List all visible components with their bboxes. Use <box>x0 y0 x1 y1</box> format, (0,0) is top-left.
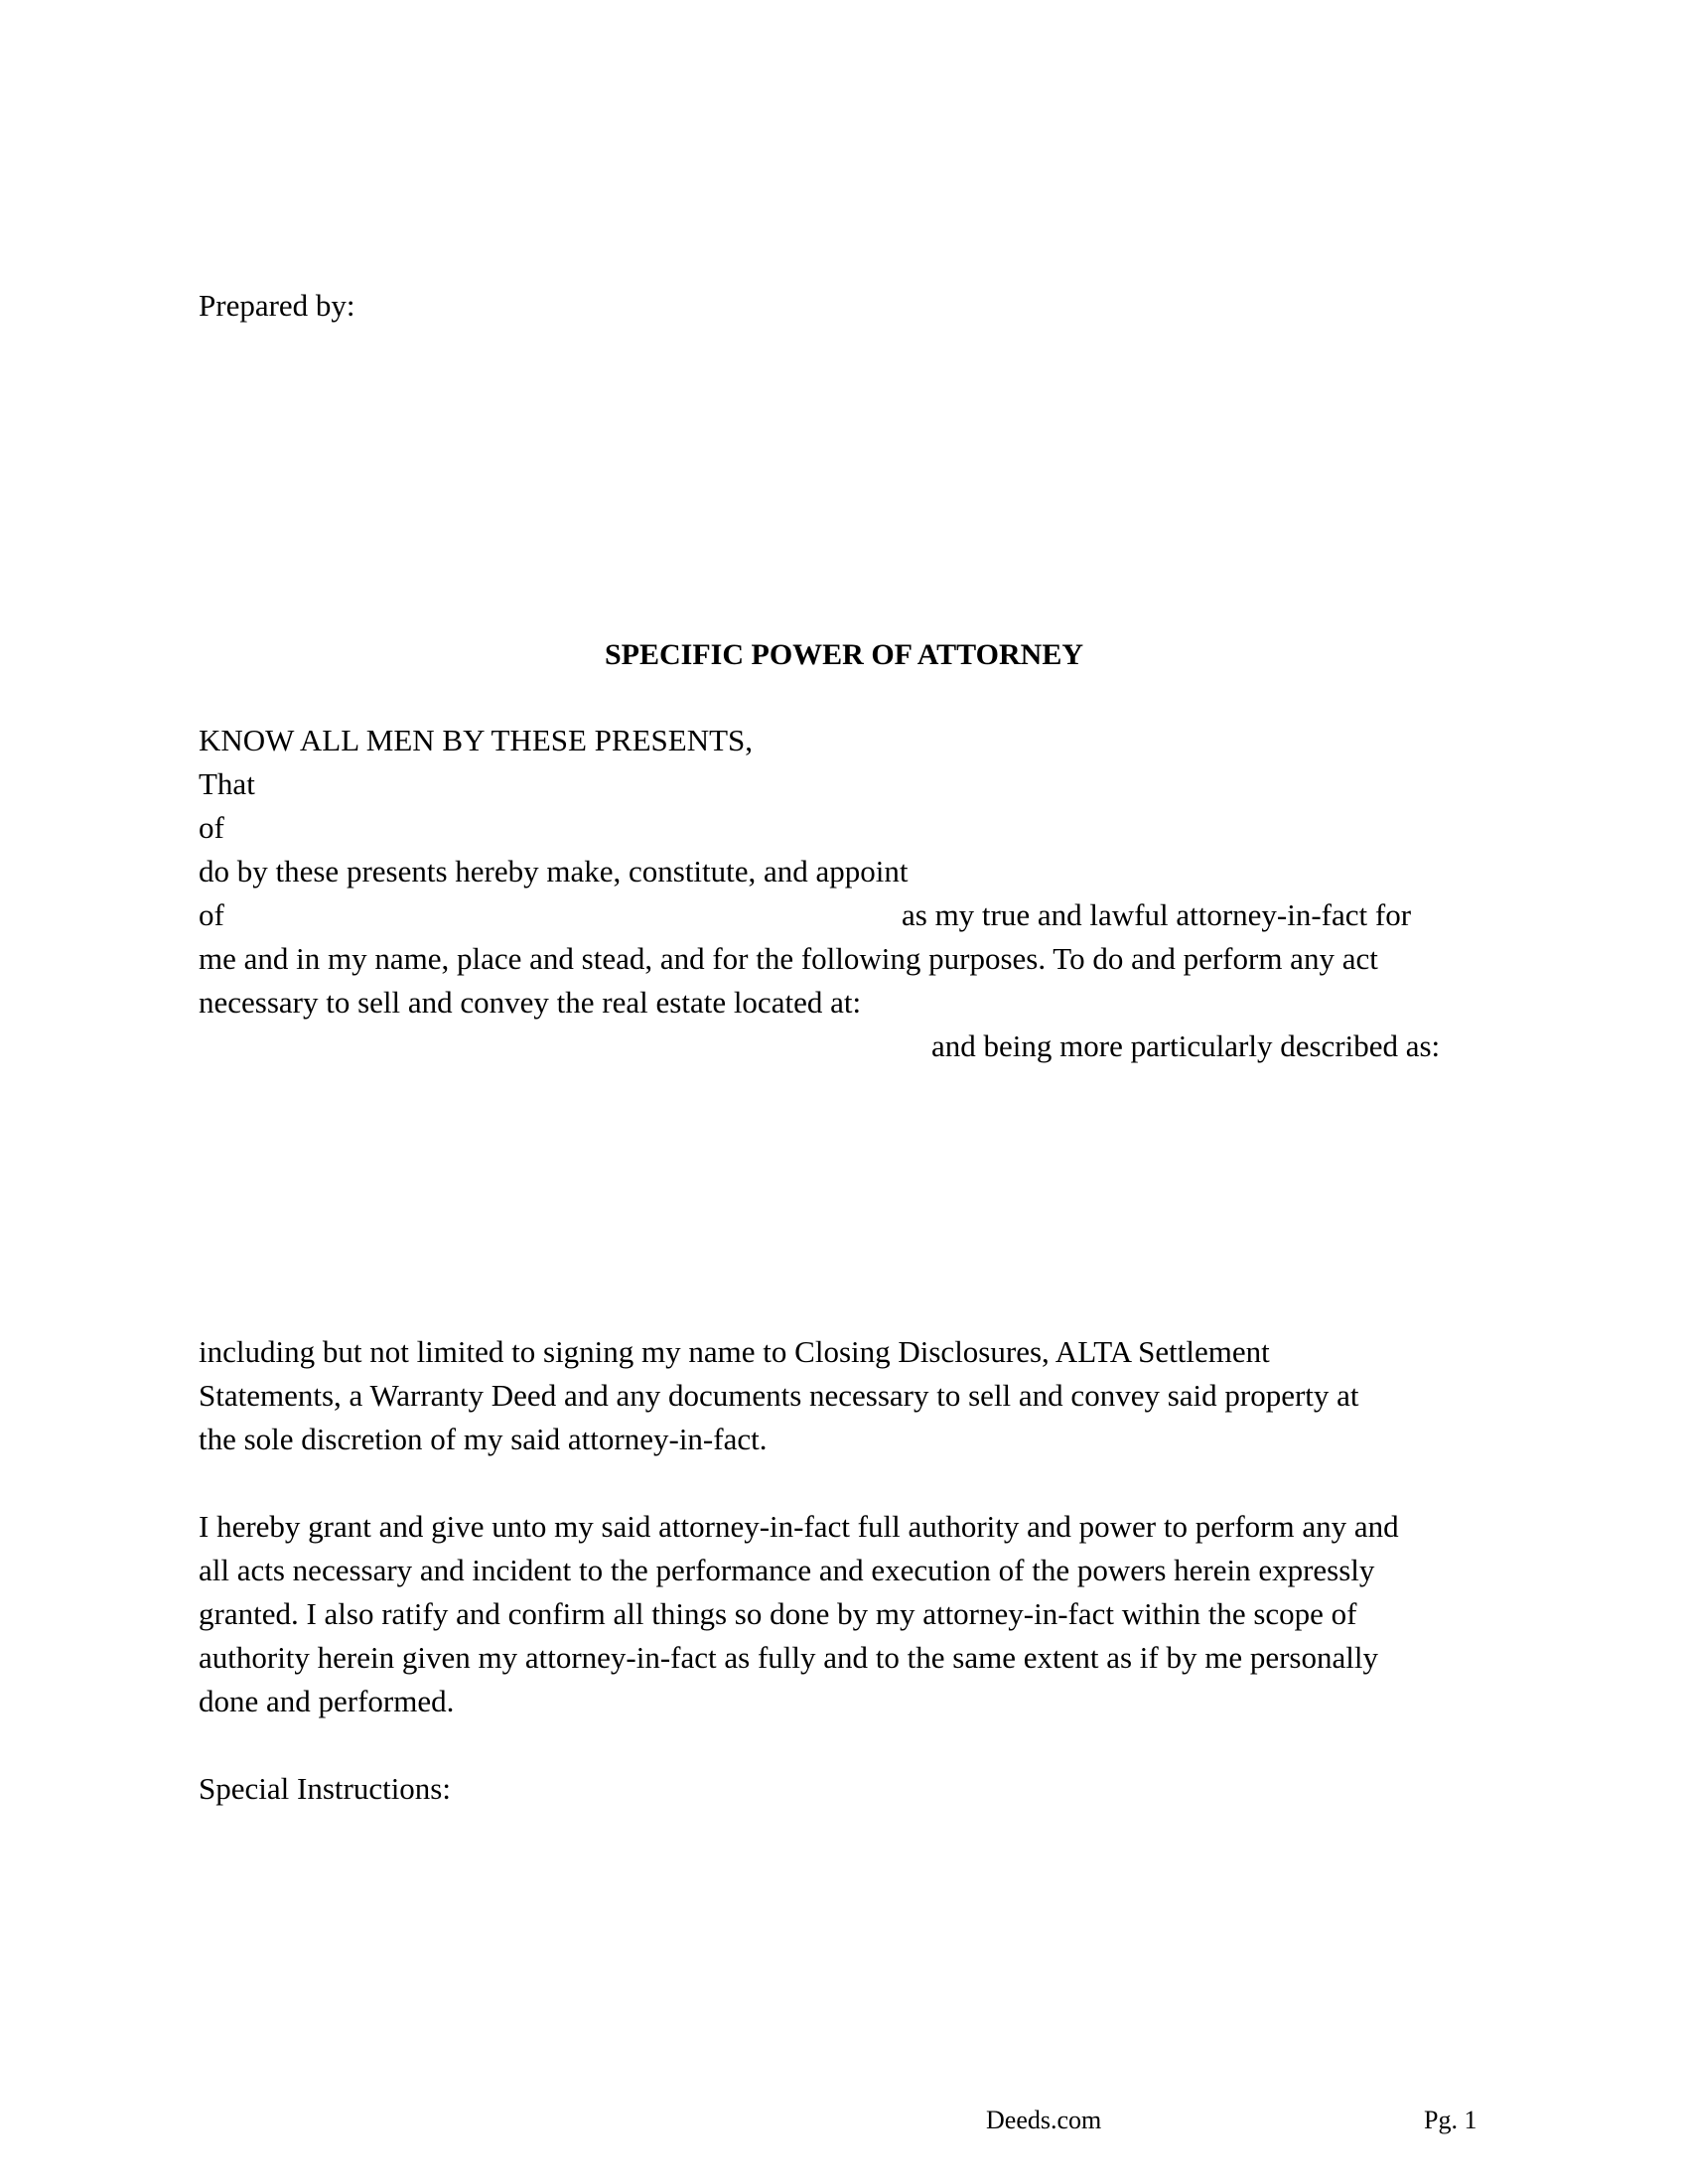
footer-page-number: Pg. 1 <box>1424 2106 1477 2134</box>
paragraph-3-line-3: granted. I also ratify and confirm all things so done by my attorney-in-fact within the scope of <box>199 1596 1357 1631</box>
paragraph-2-line-1: including but not limited to signing my name to Closing Disclosures, ALTA Settlement <box>199 1334 1270 1369</box>
intro-line-7: necessary to sell and convey the real estate located at: <box>199 985 862 1020</box>
intro-line-5-left: of <box>199 897 224 932</box>
intro-line-6: me and in my name, place and stead, and for the following purposes. To do and perform any act <box>199 941 1378 976</box>
document-title <box>0 633 1688 677</box>
paragraph-2-line-3: the sole discretion of my said attorney-in-fact. <box>199 1422 768 1456</box>
document-title-text: SPECIFIC POWER OF ATTORNEY <box>604 638 1083 671</box>
intro-line-3: of <box>199 810 224 845</box>
prepared-by-label: Prepared by: <box>199 288 355 323</box>
paragraph-2-line-2: Statements, a Warranty Deed and any documents necessary to sell and convey said property at <box>199 1378 1359 1413</box>
paragraph-3-line-1: I hereby grant and give unto my said attorney-in-fact full authority and power to perform any and <box>199 1509 1399 1544</box>
intro-line-8-right: and being more particularly described as: <box>931 1028 1441 1063</box>
intro-line-5-right: as my true and lawful attorney-in-fact for <box>902 897 1412 932</box>
paragraph-3-line-2: all acts necessary and incident to the performance and execution of the powers herein expressly <box>199 1553 1375 1587</box>
special-instructions-label: Special Instructions: <box>199 1771 451 1806</box>
intro-line-2: That <box>199 766 255 801</box>
paragraph-3-line-5: done and performed. <box>199 1684 455 1718</box>
paragraph-3-line-4: authority herein given my attorney-in-fact as fully and to the same extent as if by me personally <box>199 1640 1378 1675</box>
intro-line-4: do by these presents hereby make, constitute, and appoint <box>199 854 909 888</box>
intro-line-1: KNOW ALL MEN BY THESE PRESENTS, <box>199 723 754 757</box>
footer-site: Deeds.com <box>986 2106 1102 2134</box>
